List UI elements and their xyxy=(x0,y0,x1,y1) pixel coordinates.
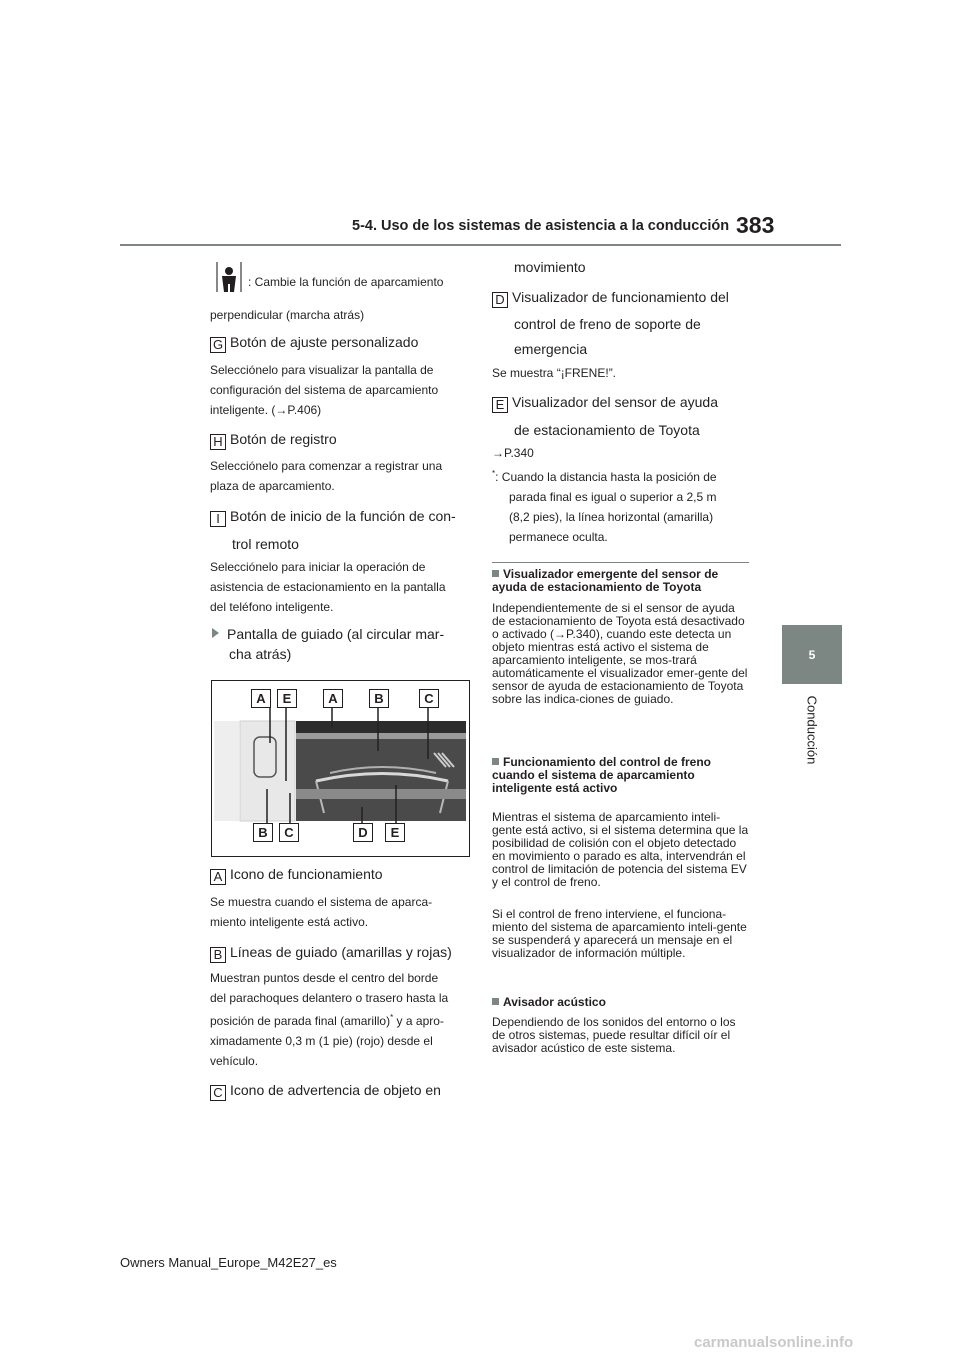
footer-text: Owners Manual_Europe_M42E27_es xyxy=(120,1255,337,1270)
intro-line-1: : Cambie la función de aparcamiento xyxy=(248,275,444,289)
screen-heading: Pantalla de guiado (al circular mar- xyxy=(212,622,444,646)
chapter-number: 5 xyxy=(808,647,816,662)
section-1-text: Independientemente de si el sensor de ayuda de estacionamiento de Toyota está desactivado o activado (→P.340), cuando este detecta un objeto mientras está activo el sistema de aparcamiento inteligente, se mos-trará automáticamente el visualizador emer-gente del sensor de ayuda de estacionamiento de Toyota sobre las indica-ciones de guiado. xyxy=(492,601,748,706)
diagram-label-b1: B xyxy=(369,689,389,708)
item-b-text: Muestran puntos desde el centro del borde del parachoques delantero o trasero hasta la posición de parada final (amarillo)* y a apro- ximadamente 0,3 m (1 pie) (rojo) desde el vehículo. xyxy=(210,971,449,1068)
letter-h: H xyxy=(210,434,226,450)
diagram-label-a2: A xyxy=(323,689,343,708)
letter-e: E xyxy=(492,397,508,413)
item-h-text: Selecciónelo para comenzar a registrar una plaza de aparcamiento. xyxy=(210,459,443,493)
item-g-text: Selecciónelo para visualizar la pantalla de configuración del sistema de aparcamiento inteligente. (→P.406) xyxy=(210,363,439,417)
square-bullet-icon xyxy=(492,758,499,765)
item-a-title: A Icono de funcionamiento xyxy=(210,862,383,886)
letter-i: I xyxy=(210,511,226,527)
section-title: 5-4. Uso de los sistemas de asistencia a la conducción xyxy=(352,218,730,234)
section-3-heading: Avisador acústico xyxy=(492,996,750,1009)
diagram-label-c2: C xyxy=(279,823,299,842)
item-a-text: Se muestra cuando el sistema de aparca- miento inteligente está activo. xyxy=(210,895,433,929)
item-e-title-2: de estacionamiento de Toyota xyxy=(514,422,700,438)
guidance-screen-diagram xyxy=(211,680,470,857)
parking-assist-icon xyxy=(212,262,246,301)
item-c-title-cont: movimiento xyxy=(514,259,586,275)
screen-heading-2: cha atrás) xyxy=(229,646,292,662)
diagram-label-a1: A xyxy=(251,689,271,708)
item-d-title-3: emergencia xyxy=(514,341,588,357)
triangle-bullet-icon xyxy=(212,628,219,638)
intro-line-2: perpendicular (marcha atrás) xyxy=(210,308,365,322)
section-2-text-1: Mientras el sistema de aparcamiento inteli-gente está activo, si el sistema determina que la posibilidad de colisión con el objeto detectado en movimiento o parado es alta, intervendrán el control de limitación de potencia del sistema EV y el control de freno. xyxy=(492,810,749,889)
item-h-title: H Botón de registro xyxy=(210,427,337,451)
item-c-title: C Icono de advertencia de objeto en xyxy=(210,1078,441,1102)
chapter-label: Conducción xyxy=(804,695,820,765)
section-2-heading: Funcionamiento del control de freno cuando el sistema de aparcamiento inteligente está activo xyxy=(492,755,712,795)
square-bullet-icon xyxy=(492,570,499,577)
section-2-text-2: Si el control de freno interviene, el funciona-miento del sistema de aparcamiento inteli-gente se suspenderá y aparecerá un mensaje en el visualizador de información múltiple. xyxy=(492,907,747,960)
item-i-title: I Botón de inicio de la función de con- xyxy=(210,504,456,528)
item-i-text: Selecciónelo para iniciar la operación de asistencia de estacionamiento en la pantalla del teléfono inteligente. xyxy=(210,560,446,614)
item-e-title: E Visualizador del sensor de ayuda xyxy=(492,390,718,414)
section-divider xyxy=(492,562,749,563)
header-rule xyxy=(120,244,841,246)
page-number: 383 xyxy=(736,212,775,238)
item-g-title: G Botón de ajuste personalizado xyxy=(210,330,418,354)
letter-d: D xyxy=(492,292,508,308)
item-d-title: D Visualizador de funcionamiento del xyxy=(492,285,729,309)
diagram-label-b2: B xyxy=(253,823,273,842)
footnote: *: Cuando la distancia hasta la posición de parada final es igual o superior a 2,5 m (8,2 pies), la línea horizontal (amarilla) permanece oculta. xyxy=(492,469,717,544)
diagram-label-c1: C xyxy=(419,689,439,708)
diagram-label-d: D xyxy=(353,823,373,842)
item-i-title-2: trol remoto xyxy=(232,536,299,552)
chapter-tab xyxy=(782,625,842,684)
section-3-text: Dependiendo de los sonidos del entorno o los de otros sistemas, puede resultar difícil oír el avisador acústico de este sistema. xyxy=(492,1015,736,1055)
letter-g: G xyxy=(210,337,226,353)
letter-a: A xyxy=(210,869,226,885)
section-1-heading: Visualizador emergente del sensor de ayuda de estacionamiento de Toyota xyxy=(492,567,719,594)
item-d-title-2: control de freno de soporte de xyxy=(514,316,701,332)
item-b-title: B Líneas de guiado (amarillas y rojas) xyxy=(210,940,452,964)
item-e-ref: →P.340 xyxy=(492,446,534,460)
letter-b: B xyxy=(210,947,226,963)
item-d-text: Se muestra “¡FRENE!”. xyxy=(492,366,617,380)
diagram-label-e1: E xyxy=(277,689,297,708)
diagram-label-e2: E xyxy=(385,823,405,842)
watermark: carmanualsonline.info xyxy=(694,1334,854,1351)
square-bullet-icon xyxy=(492,998,499,1005)
letter-c: C xyxy=(210,1085,226,1101)
